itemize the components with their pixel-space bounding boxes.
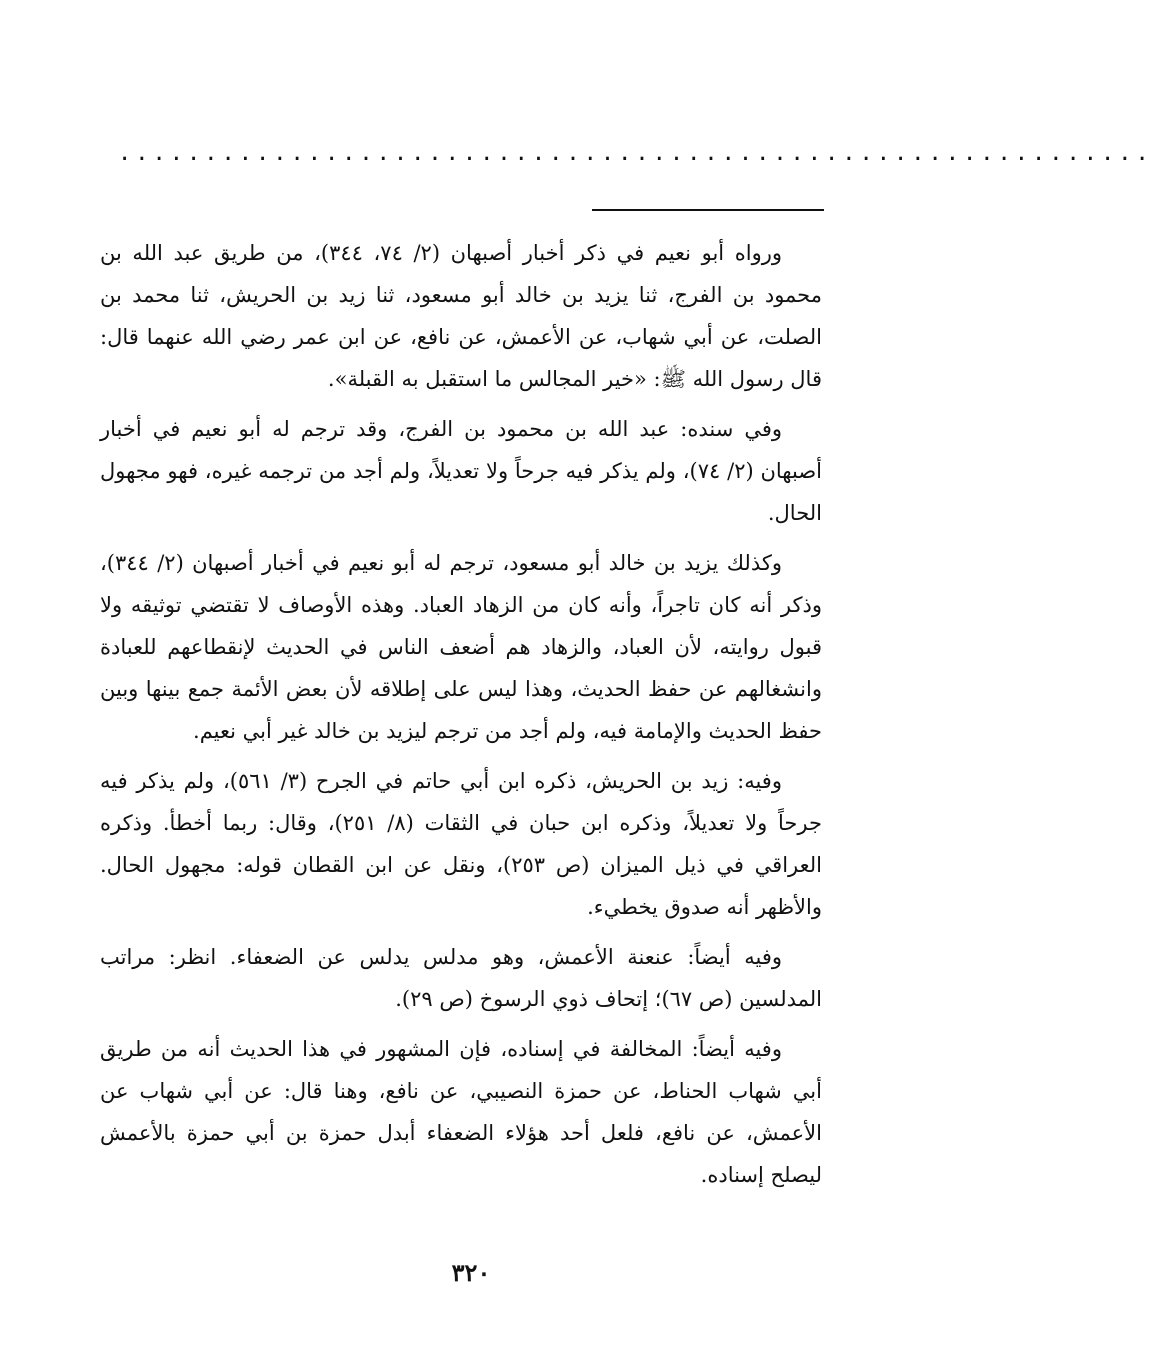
paragraph: ورواه أبو نعيم في ذكر أخبار أصبهان (٢/ ٧٤، ٣٤٤)، من طريق عبد الله بن محمود بن الفرج، ثنا يزيد بن خالد أبو مسعود، ثنا زيد بن الحريش، ثنا محمد بن الصلت، عن أبي شهاب، عن الأعمش، عن نافع، عن ابن عمر رضي الله عنهما قال: قال رسول الله ﷺ: «خير المجالس ما استقبل به القبلة». — [100, 241, 822, 391]
paragraph: وكذلك يزيد بن خالد أبو مسعود، ترجم له أبو نعيم في أخبار أصبهان (٢/ ٣٤٤)، وذكر أنه كان تاجراً، وأنه كان من الزهاد العباد. وهذه الأوصاف لا تقتضي توثيقه ولا قبول روايته، لأن العباد، والزهاد هم أضعف الناس في الحديث لإنقطاعهم للعبادة وانشغالهم عن حفظ الحديث، وهذا ليس على إطلاقه لأن بعض الأئمة جمع بينها وبين حفظ الحديث والإمامة فيه، ولم أجد من ترجم ليزيد بن خالد غير أبي نعيم. — [100, 551, 822, 743]
paragraph: وفيه أيضاً: عنعنة الأعمش، وهو مدلس يدلس عن الضعفاء. انظر: مراتب المدلسين (ص ٦٧)؛ إتحاف ذوي الرسوخ (ص ٢٩). — [100, 945, 822, 1011]
footnote-rule — [592, 209, 824, 211]
paragraph: وفيه أيضاً: المخالفة في إسناده، فإن المشهور في هذا الحديث أنه من طريق أبي شهاب الحناط، عن حمزة النصيبي، عن نافع، وهنا قال: عن أبي شهاب عن الأعمش، عن نافع، فلعل أحد هؤلاء الضعفاء أبدل حمزة بن أبي حمزة بالأعمش ليصلح إسناده. — [100, 1037, 822, 1187]
page-number: ٣٢٠ — [451, 1258, 491, 1287]
paragraph: وفي سنده: عبد الله بن محمود بن الفرج، وقد ترجم له أبو نعيم في أخبار أصبهان (٢/ ٧٤)، ولم يذكر فيه جرحاً ولا تعديلاً، ولم أجد من ترجمه غيره، فهو مجهول الحال. — [100, 417, 822, 525]
footnote-body — [100, 232, 822, 1204]
paragraph: وفيه: زيد بن الحريش، ذكره ابن أبي حاتم في الجرح (٣/ ٥٦١)، ولم يذكر فيه جرحاً ولا تعديلاً، وذكره ابن حبان في الثقات (٨/ ٢٥١)، وقال: ربما أخطأ. وذكره العراقي في ذيل الميزان (ص ٢٥٣)، ونقل عن ابن القطان قوله: مجهول الحال. والأظهر أنه صدوق يخطيء. — [100, 769, 823, 919]
dotted-separator: ............................................................ — [118, 141, 1153, 166]
